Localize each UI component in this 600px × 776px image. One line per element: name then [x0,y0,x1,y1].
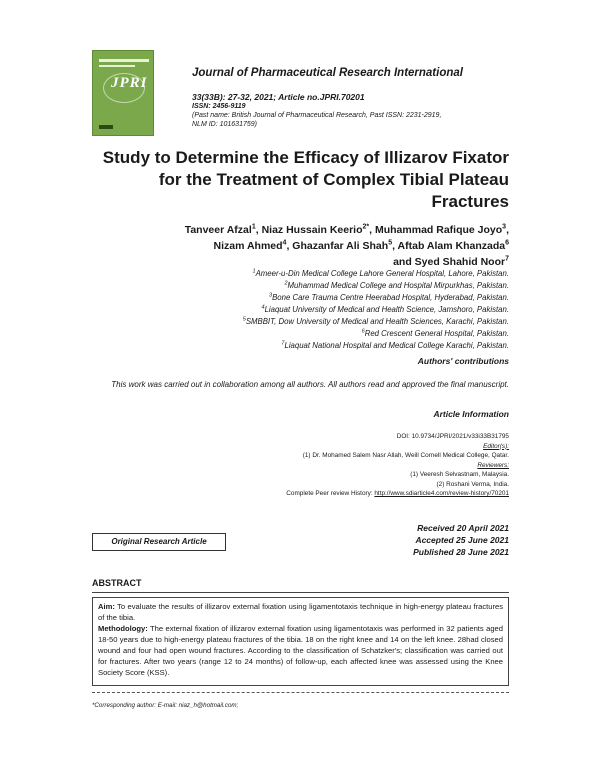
affiliation [79,316,509,328]
affiliation-text: Liaquat University of Medical and Health Science, Jamshoro, Pakistan. [264,305,509,314]
affiliation-text: Bone Care Trauma Centre Heerabad Hospital, Hyderabad, Pakistan. [272,293,509,302]
contributions-text: This work was carried out in collaboration among all authors. All authors read and approved the final manuscript. [111,380,509,389]
journal-cover-image [92,50,154,136]
affiliation-sup: 3 [269,292,273,299]
affiliation-text: Liaquat National Hospital and Medical College Karachi, Pakistan. [284,341,509,350]
accepted-date: Accepted 25 June 2021 [415,535,509,545]
affiliation-sup: 5 [242,316,246,323]
author-sup: 6 [505,239,509,247]
affiliation-sup: 4 [261,304,265,311]
author-name: Tanveer Afzal [184,224,252,236]
author-sup: 7 [505,255,509,263]
author-name: Nizam Ahmed [213,240,283,252]
footnote-separator [92,692,509,693]
doi: DOI: 10.9734/JPRI/2021/v33i33B31795 [396,433,509,440]
received-date: Received 20 April 2021 [417,523,509,533]
nlm-id: NLM ID: 101631759) [192,121,257,128]
affiliation [79,280,509,292]
peer-review-label: Complete Peer review History: [286,490,375,497]
title-line: Study to Determine the Efficacy of Illizarov Fixator [102,148,509,167]
reviewer-entry: (1) Veeresh Selvastnam, Malaysia. [410,471,509,478]
cover-title-bar [99,59,149,62]
article-type-box: Original Research Article [92,533,226,551]
cover-footer-block [99,125,113,129]
affiliation [79,304,509,316]
affiliation-sup: 2 [284,280,288,287]
aim-text: To evaluate the results of illizarov external fixation using ligamentotaxis technique in high-energy plateau fractures of the tibia. [98,602,503,622]
author-sup: 4 [282,239,287,247]
affiliation [79,340,509,352]
issn: ISSN: 2456-9119 [192,103,246,110]
title-line: Fractures [431,192,509,211]
author-name: Aftab Alam Khanzada [397,240,506,252]
peer-review-line [79,489,509,499]
affiliation-text: Ameer-u-Din Medical College Lahore General Hospital, Lahore, Pakistan. [255,269,509,278]
author-sup: 2* [362,223,370,231]
published-date: Published 28 June 2021 [413,547,509,557]
peer-review-link[interactable]: http://www.sdiarticle4.com/review-history/70201 [374,490,509,497]
abstract-heading: ABSTRACT [92,578,142,588]
author-list: Tanveer Afzal$^1$, Niaz Hussain Keerio$^{2*}$, Muhammad Rafique Joyo$^3$, Nizam Ahmed$^4$, Ghazanfar Ali Shah$^5$, Aftab Alam Khanzada$^6$ and Syed Shahid Noor$^7$ [184,223,509,268]
author-name: Syed Shahid Noor [414,256,506,268]
volume-line: 33(33B): 27-32, 2021; Article no.JPRI.70201 [192,92,365,102]
author-name: Ghazanfar Ali Shah [292,240,389,252]
journal-name: Journal of Pharmaceutical Research International [192,67,463,79]
article-info [79,432,509,499]
editor-entry: (1) Dr. Mohamed Salem Nasr Allah, Weill Cornell Medical College, Qatar. [302,452,509,459]
contributions-heading: Authors' contributions [417,356,509,366]
aim-label: Aim: [98,602,115,611]
author-sup: 1 [251,223,256,231]
paper-title [79,147,509,213]
article-dates [413,522,509,558]
abstract-box [92,597,509,686]
past-name: (Past name: British Journal of Pharmaceutical Research, Past ISSN: 2231-2919, [192,112,442,119]
author-name: Muhammad Rafique Joyo [374,224,503,236]
cover-subtitle-bar [99,65,135,67]
title-line: for the Treatment of Complex Tibial Plateau [158,170,509,189]
reviewer-entry: (2) Roshani Verma, India. [436,480,509,488]
affiliation-list [79,268,509,352]
editors-label: Editor(s): [483,442,509,450]
affiliation-sup: 1 [252,268,256,275]
affiliation-text: Red Crescent General Hospital, Pakistan. [364,329,509,338]
affiliation-text: Muhammad Medical College and Hospital Mirpurkhas, Pakistan. [287,281,509,290]
abstract-aim [98,601,503,623]
methodology-text: The external fixation of illizarov external fixation using ligamentotaxis was performed in 32 patients aged 18-50 years due to high-energy plateau fractures of the tibia. 18 on the right knee and 14 on the left knee. 28had closed wound and four had open wound fractures. According to the classification of Schatzker's; classification was carried out for fractures. After two years (range 12 to 24 months) of follow-up, each affected knee was assessed using the Knee Society Score (KSS). [98,624,503,677]
author-sup: 3 [502,223,507,231]
author-name: Niaz Hussain Keerio [261,224,363,236]
article-info-heading: Article Information [433,409,509,419]
corresponding-author-note: *Corresponding author: E-mail: niaz_h@hotmail.com; [92,702,239,709]
author-sup: 5 [388,239,393,247]
reviewers-label: Reviewers: [477,461,509,469]
affiliation-text: SMBBIT, Dow University of Medical and Health Sciences, Karachi, Pakistan. [245,317,509,326]
methodology-label: Methodology: [98,624,148,633]
affiliation-sup: 6 [361,328,365,335]
abstract-rule [92,592,509,593]
affiliation [79,268,509,280]
affiliation-sup: 7 [281,340,285,347]
cover-logo: JPRI [111,75,148,91]
affiliation [79,292,509,304]
affiliation [79,328,509,340]
abstract-methodology [98,623,503,678]
